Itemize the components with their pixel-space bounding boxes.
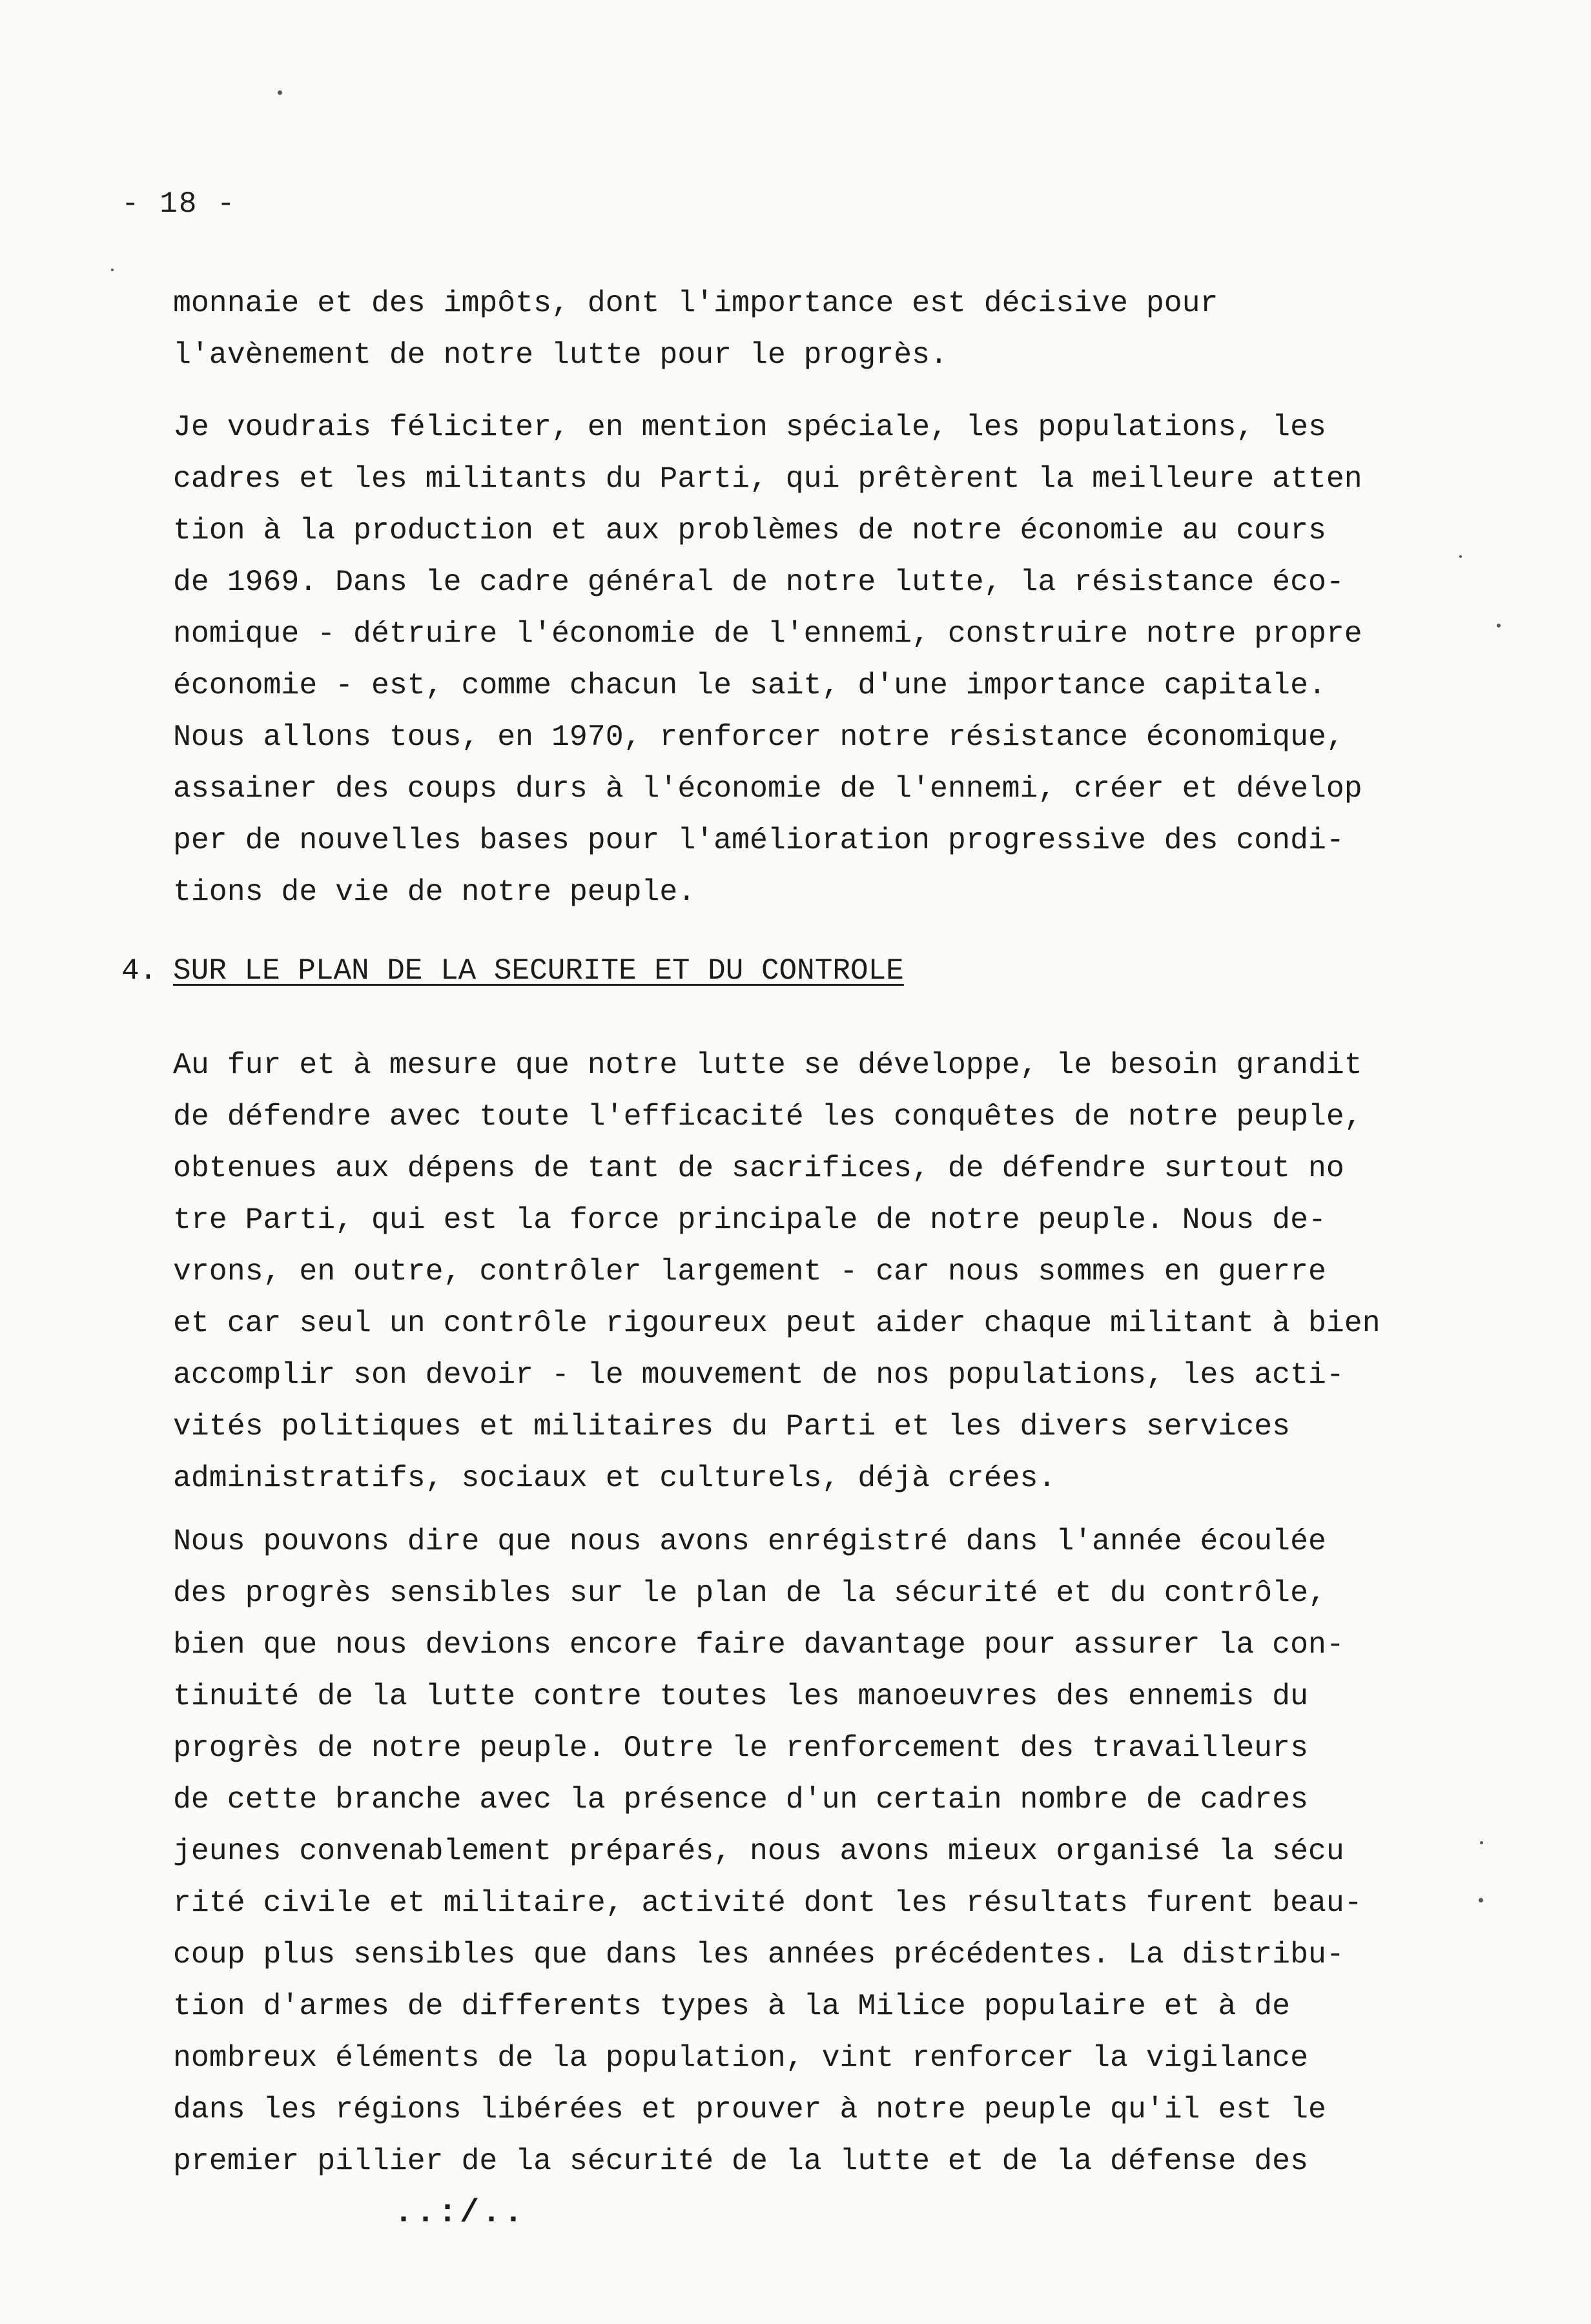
section-title: SUR LE PLAN DE LA SECURITE ET DU CONTROLE <box>173 954 904 988</box>
scan-speck <box>1479 1898 1483 1902</box>
text-line: per de nouvelles bases pour l'amélioration progressive des condi- <box>173 823 1344 857</box>
text-line: bien que nous devions encore faire davantage pour assurer la con- <box>173 1627 1344 1662</box>
text-line: nombreux éléments de la population, vint renforcer la vigilance <box>173 2041 1308 2075</box>
text-line: tion d'armes de differents types à la Milice populaire et à de <box>173 1989 1291 2023</box>
text-line: et car seul un contrôle rigoureux peut aider chaque militant à bien <box>173 1306 1381 1340</box>
text-line: tre Parti, qui est la force principale de notre peuple. Nous de- <box>173 1203 1326 1237</box>
text-line: Je voudrais féliciter, en mention spéciale, les populations, les <box>173 410 1326 444</box>
continuation-mark: ..:/.. <box>394 2195 526 2232</box>
text-line: tions de vie de notre peuple. <box>173 875 696 909</box>
section-number: 4. <box>121 954 158 988</box>
text-line: assainer des coups durs à l'économie de l'ennemi, créer et dévelop <box>173 771 1362 806</box>
text-line: tion à la production et aux problèmes de notre économie au cours <box>173 513 1326 547</box>
paragraph-3 <box>173 1039 1439 1504</box>
scan-speck <box>1459 555 1462 558</box>
text-line: premier pillier de la sécurité de la lutte et de la défense des <box>173 2144 1308 2178</box>
text-line: des progrès sensibles sur le plan de la sécurité et du contrôle, <box>173 1576 1326 1610</box>
text-line: Nous allons tous, en 1970, renforcer notre résistance économique, <box>173 720 1344 754</box>
scan-speck <box>1480 1841 1483 1844</box>
text-line: dans les régions libérées et prouver à notre peuple qu'il est le <box>173 2092 1326 2126</box>
text-line: progrès de notre peuple. Outre le renforcement des travailleurs <box>173 1731 1308 1765</box>
text-line: l'avènement de notre lutte pour le progrès. <box>173 338 948 372</box>
text-line: accomplir son devoir - le mouvement de nos populations, les acti- <box>173 1358 1344 1392</box>
text-line: jeunes convenablement préparés, nous avons mieux organisé la sécu <box>173 1834 1344 1868</box>
text-line: vrons, en outre, contrôler largement - car nous sommes en guerre <box>173 1254 1326 1289</box>
scan-speck <box>111 269 114 271</box>
text-line: cadres et les militants du Parti, qui prêtèrent la meilleure atten <box>173 462 1362 496</box>
scan-speck <box>278 90 282 95</box>
text-line: tinuité de la lutte contre toutes les manoeuvres des ennemis du <box>173 1679 1308 1713</box>
paragraph-4 <box>173 1516 1439 2187</box>
section-heading <box>121 954 904 988</box>
text-line: vités politiques et militaires du Parti et les divers services <box>173 1409 1291 1443</box>
text-line: Au fur et à mesure que notre lutte se développe, le besoin grandit <box>173 1048 1362 1082</box>
text-line: administratifs, sociaux et culturels, déjà crées. <box>173 1461 1056 1495</box>
text-line: nomique - détruire l'économie de l'ennemi, construire notre propre <box>173 617 1362 651</box>
paragraph-2 <box>173 402 1439 918</box>
text-line: de cette branche avec la présence d'un certain nombre de cadres <box>173 1782 1308 1817</box>
paragraph-1 <box>173 278 1439 381</box>
text-line: de 1969. Dans le cadre général de notre lutte, la résistance éco- <box>173 565 1344 599</box>
text-line: monnaie et des impôts, dont l'importance est décisive pour <box>173 286 1218 320</box>
text-line: coup plus sensibles que dans les années précédentes. La distribu- <box>173 1937 1344 1972</box>
scan-speck <box>1497 624 1501 627</box>
text-line: de défendre avec toute l'efficacité les conquêtes de notre peuple, <box>173 1099 1362 1134</box>
text-line: obtenues aux dépens de tant de sacrifices, de défendre surtout no <box>173 1151 1344 1185</box>
page-number: - 18 - <box>121 187 236 221</box>
text-line: Nous pouvons dire que nous avons enrégistré dans l'année écoulée <box>173 1524 1326 1558</box>
text-line: économie - est, comme chacun le sait, d'une importance capitale. <box>173 668 1326 702</box>
text-line: rité civile et militaire, activité dont les résultats furent beau- <box>173 1886 1362 1920</box>
